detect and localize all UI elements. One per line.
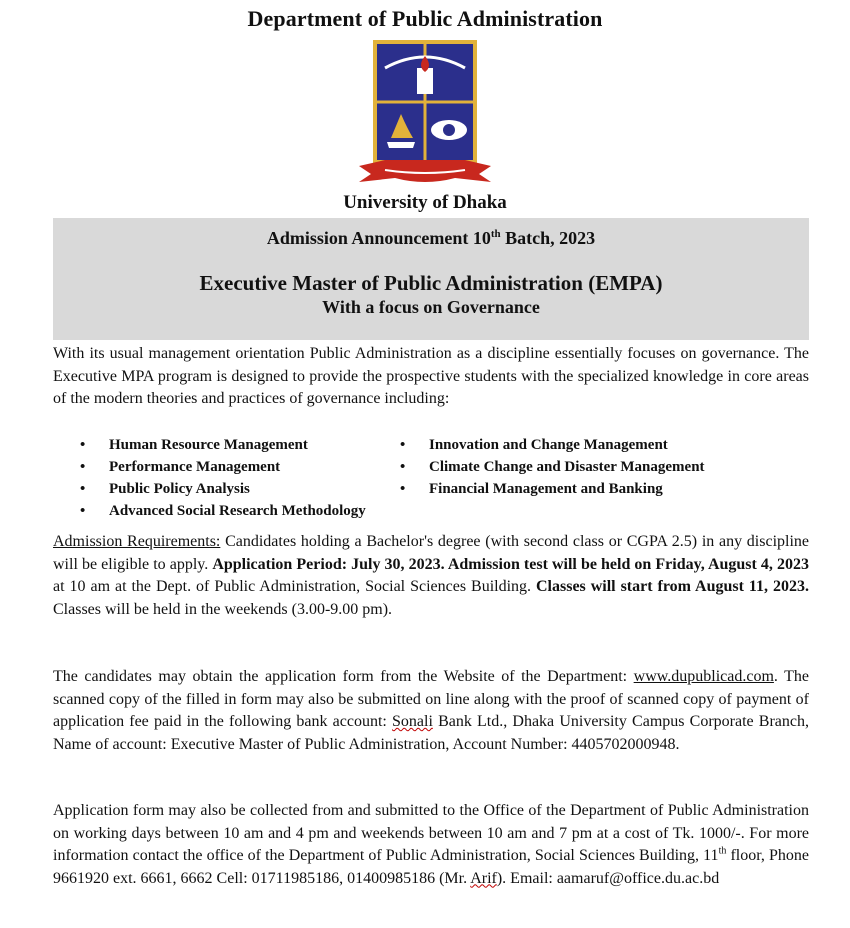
- department-title: Department of Public Administration: [247, 6, 603, 31]
- university-logo: [355, 38, 495, 190]
- intro-paragraph: With its usual management orientation Public Administration as a discipline essentially focuses on governance. The Executive MPA program is designed to provide the prospective students with the specialized knowledge in core areas of the modern theories and practices of governance including:: [53, 345, 809, 407]
- course-list: • Human Resource Management • Performance Management • Public Policy Analysis • Advanced Social Research Methodology • Innovation and Change Management • Climate Change and Disaster Management • Financial Management and Banking: [80, 437, 705, 519]
- university-name: University of Dhaka: [343, 192, 507, 213]
- website-link[interactable]: www.dupublicad.com: [633, 668, 774, 685]
- admission-announcement: Admission Announcement 10th Batch, 2023: [266, 228, 596, 248]
- requirements-label: Admission Requirements:: [53, 533, 221, 550]
- contact-paragraph: Application form may also be collected from and submitted to the Office of the Department of Public Administration on working days between 10 am and 4 pm and weekends between 10 am and 7 pm at a cost of Tk. 1000/-. For more information contact the office of the Department of Public Administration, Social Sciences Building, 11th floor, Phone 9661920 ext. 6661, 6662 Cell: 01711985186, 01400985186 (Mr. Arif). Email: aamaruf@office.du.ac.bd: [53, 802, 809, 887]
- announcement-banner: [53, 218, 809, 340]
- program-focus: With a focus on Governance: [322, 297, 540, 317]
- program-title: Executive Master of Public Administration (EMPA): [199, 271, 663, 295]
- application-paragraph: The candidates may obtain the application form from the Website of the Department: www.dupublicad.com. The scanned copy of the filled in form may also be submitted on line along with the proof of scanned copy of payment of application fee paid in the following bank account: Sonali Bank Ltd., Dhaka University Campus Corporate Branch, Name of account: Executive Master of Public Administration, Account Number: 4405702000948.: [53, 668, 810, 753]
- admission-requirements: Admission Requirements: Candidates holding a Bachelor's degree (with second class or CGPA 2.5) in any discipline will be eligible to apply. Application Period: July 30, 2023. Admission test will be held on Friday, August 4, 2023 at 10 am at the Dept. of Public Administration, Social Sciences Building. Classes will start from August 11, 2023. Classes will be held in the weekends (3.00-9.00 pm).: [53, 533, 810, 618]
